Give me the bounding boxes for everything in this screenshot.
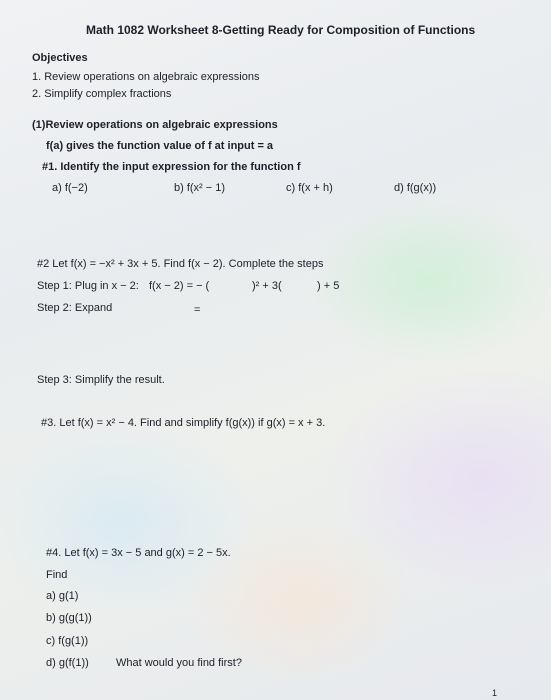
q4-part-b: b) g(g(1)) (46, 612, 92, 624)
q4-find-label: Find (46, 569, 68, 581)
q4-part-a: a) g(1) (46, 590, 79, 602)
objective-item-1: 1. Review operations on algebraic expressions (32, 71, 260, 83)
q3-prompt: #3. Let f(x) = x² − 4. Find and simplify f(g(x)) if g(x) = x + 3. (41, 417, 326, 429)
objectives-heading: Objectives (32, 52, 88, 64)
q2-step-1-expression: f(x − 2) = − ( (149, 280, 210, 292)
q4-part-c: c) f(g(1)) (46, 635, 89, 647)
objective-item-2: 2. Simplify complex fractions (32, 88, 172, 100)
q2-step-1-end: ) + 5 (317, 280, 340, 292)
q2-step-3-label: Step 3: Simplify the result. (37, 374, 165, 386)
q4-part-d-note: What would you find first? (116, 657, 242, 669)
q2-step-1-label: Step 1: Plug in x − 2: (37, 280, 139, 292)
q2-step-2-equals: = (194, 304, 201, 316)
q1-prompt: #1. Identify the input expression for the function f (42, 161, 301, 173)
q4-part-d: d) g(f(1)) (46, 657, 89, 669)
q2-prompt: #2 Let f(x) = −x² + 3x + 5. Find f(x − 2). Complete the steps (37, 258, 324, 270)
q1-part-d: d) f(g(x)) (394, 182, 437, 194)
q2-step-2-label: Step 2: Expand (37, 302, 113, 314)
q1-part-a: a) f(−2) (52, 182, 88, 194)
page-title: Math 1082 Worksheet 8-Getting Ready for Composition of Functions (86, 23, 476, 37)
section-1-heading: (1)Review operations on algebraic expressions (32, 119, 278, 131)
q1-part-b: b) f(x² − 1) (174, 182, 226, 194)
page-number: 1 (492, 688, 498, 698)
q1-part-c: c) f(x + h) (286, 182, 333, 194)
q4-prompt: #4. Let f(x) = 3x − 5 and g(x) = 2 − 5x. (46, 547, 231, 559)
function-value-definition: f(a) gives the function value of f at input = a (46, 140, 274, 152)
q2-step-1-middle: )² + 3( (252, 280, 282, 292)
